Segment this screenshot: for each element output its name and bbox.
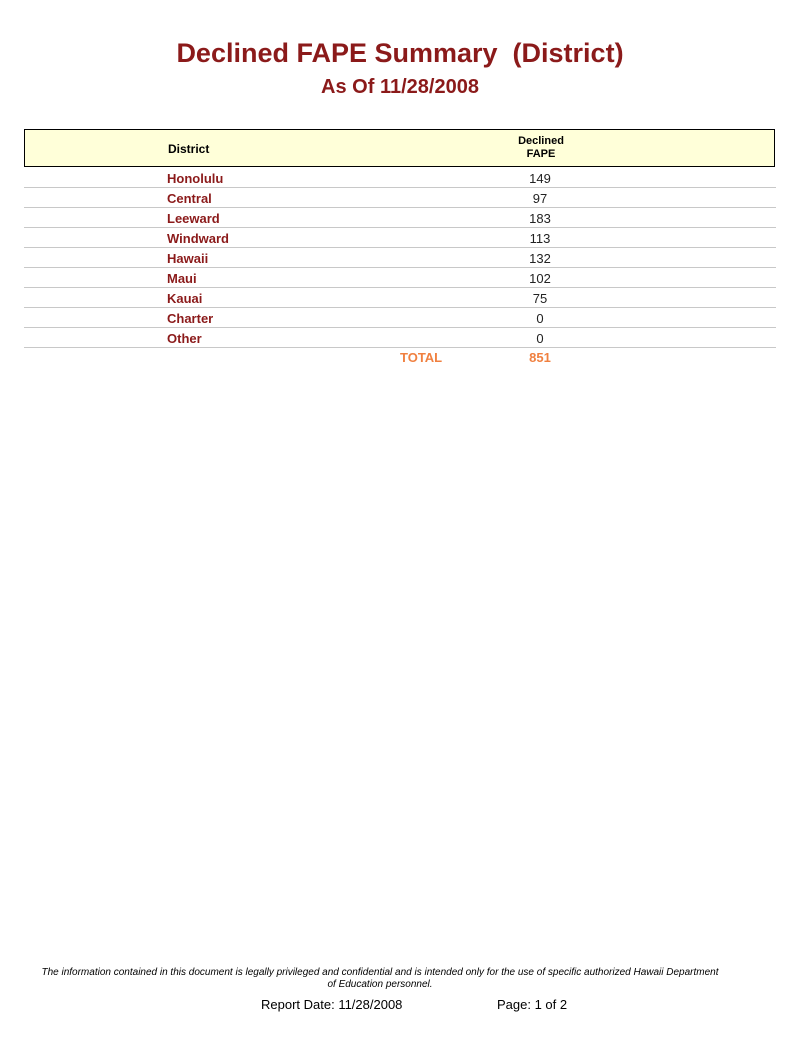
district-name: Windward — [167, 231, 229, 246]
report-subtitle: As Of 11/28/2008 — [321, 76, 479, 98]
district-name: Hawaii — [167, 251, 209, 266]
district-name: Kauai — [167, 291, 203, 306]
district-name: Maui — [167, 271, 197, 286]
declined-count: 183 — [529, 211, 551, 226]
declined-count: 0 — [536, 331, 544, 346]
district-name: Other — [167, 331, 202, 346]
table-row — [24, 168, 776, 188]
district-name: Central — [167, 191, 212, 206]
district-name: Leeward — [167, 211, 220, 226]
declined-count: 0 — [536, 311, 544, 326]
district-table-body — [24, 168, 776, 348]
table-row — [24, 308, 776, 328]
column-header-declined-line2: FAPE — [526, 148, 556, 160]
total-label: TOTAL — [400, 350, 443, 365]
table-row — [24, 288, 776, 308]
table-row — [24, 228, 776, 248]
column-header-district: District — [168, 142, 210, 156]
table-header — [24, 129, 775, 167]
declined-count: 113 — [529, 231, 551, 246]
declined-count: 97 — [532, 191, 548, 206]
table-row — [24, 248, 776, 268]
total-value: 851 — [529, 350, 551, 365]
confidentiality-disclaimer: The information contained in this document is legally privileged and confidential and is intended only for the use of specific authorized Hawaii Department of Education personnel. — [41, 967, 719, 990]
column-header-declined-fape — [491, 135, 591, 161]
table-row — [24, 188, 776, 208]
table-row — [24, 268, 776, 288]
district-name: Charter — [167, 311, 214, 326]
report-date: Report Date: 11/28/2008 — [261, 997, 403, 1012]
table-row — [24, 208, 776, 228]
declined-count: 102 — [529, 271, 551, 286]
declined-count: 132 — [529, 251, 551, 266]
column-header-declined-line1: Declined — [518, 135, 564, 147]
declined-count: 75 — [532, 291, 548, 306]
declined-count: 149 — [529, 171, 551, 186]
page-number: Page: 1 of 2 — [497, 997, 568, 1012]
report-title: Declined FAPE Summary (District) — [176, 38, 624, 68]
table-row — [24, 328, 776, 348]
total-row — [24, 348, 776, 366]
district-name: Honolulu — [167, 171, 224, 186]
